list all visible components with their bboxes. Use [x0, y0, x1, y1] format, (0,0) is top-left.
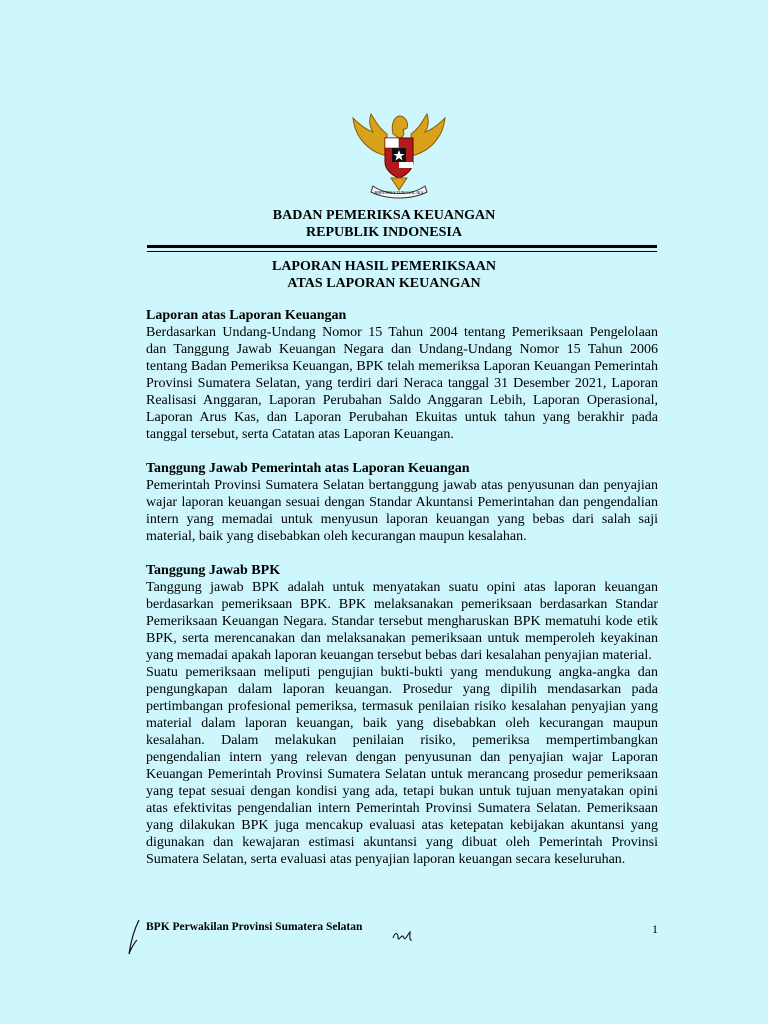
footer-office: BPK Perwakilan Provinsi Sumatera Selatan	[146, 921, 363, 933]
section-heading: Tanggung Jawab Pemerintah atas Laporan Keuangan	[146, 461, 470, 476]
document-title-line2: ATAS LAPORAN KEUANGAN	[287, 276, 481, 291]
section-heading: Laporan atas Laporan Keuangan	[146, 308, 347, 323]
institution-line2: REPUBLIK INDONESIA	[306, 225, 462, 240]
document-title	[0, 258, 768, 292]
section-paragraph: Berdasarkan Undang-Undang Nomor 15 Tahun 2004 tentang Pemeriksaan Pengelolaan dan Tanggung Jawab Keuangan Negara dan Undang-Undang Nomor 15 Tahun 2006 tentang Badan Pemeriksa Keuangan, BPK telah memeriksa Laporan Keuangan Pemerintah Provinsi Sumatera Selatan, yang terdiri dari Neraca tanggal 31 Desember 2021, Laporan Realisasi Anggaran, Laporan Perubahan Saldo Anggaran Lebih, Laporan Operasional, Laporan Arus Kas, dan Laporan Perubahan Ekuitas untuk tahun yang berakhir pada tanggal tersebut, serta Catatan atas Laporan Keuangan.	[146, 325, 658, 442]
page-number: 1	[652, 922, 658, 936]
section-government-responsibility	[146, 460, 658, 545]
section-heading: Tanggung Jawab BPK	[146, 563, 281, 578]
institution-line1: BADAN PEMERIKSA KEUANGAN	[272, 208, 496, 223]
header-divider-thin	[147, 251, 657, 252]
header-divider-thick	[147, 245, 657, 248]
section-bpk-responsibility	[146, 562, 658, 868]
section-report-on-financial-statements	[146, 307, 658, 443]
garuda-emblem-icon	[347, 104, 451, 202]
section-paragraph: Pemerintah Provinsi Sumatera Selatan bertanggung jawab atas penyusunan dan penyajian wajar laporan keuangan sesuai dengan Standar Akuntansi Pemerintahan dan pengendalian intern yang memadai untuk menyusun laporan keuangan yang bebas dari salah saji material, baik yang disebabkan oleh kecurangan maupun kesalahan.	[146, 478, 658, 544]
institution-name	[0, 207, 768, 241]
svg-text:BHINNEKA TUNGGAL IKA: BHINNEKA TUNGGAL IKA	[374, 190, 424, 195]
document-body	[146, 307, 658, 885]
section-paragraph: Suatu pemeriksaan meliputi pengujian bukti-bukti yang mendukung angka-angka dan pengungkapan dalam laporan keuangan. Prosedur yang dipilih mendasarkan pada pertimbangan profesional pemeriksa, termasuk penilaian risiko kesalahan penyajian yang material dalam laporan keuangan, baik yang disebabkan oleh kecurangan maupun kesalahan. Dalam melakukan penilaian risiko, pemeriksa mempertimbangkan pengendalian intern yang relevan dengan penyusunan dan penyajian wajar Laporan Keuangan Pemerintah Provinsi Sumatera Selatan untuk merancang prosedur pemeriksaan yang tepat sesuai dengan kondisi yang ada, tetapi bukan untuk tujuan menyatakan opini atas efektivitas pengendalian intern Pemerintah Provinsi Sumatera Selatan. Pemeriksaan yang dilakukan BPK juga mencakup evaluasi atas ketepatan kebijakan akuntansi yang digunakan dan kewajaran estimasi akuntansi yang dibuat oleh Pemerintah Provinsi Sumatera Selatan, serta evaluasi atas penyajian laporan keuangan secara keseluruhan.	[146, 665, 658, 867]
document-title-line1: LAPORAN HASIL PEMERIKSAAN	[271, 259, 497, 274]
initial-signature-mark	[125, 918, 147, 958]
section-paragraph: Tanggung jawab BPK adalah untuk menyatakan suatu opini atas laporan keuangan berdasarkan pemeriksaan BPK. BPK melaksanakan pemeriksaan berdasarkan Standar Pemeriksaan Keuangan Negara. Standar tersebut mengharuskan BPK mematuhi kode etik BPK, serta merencanakan dan melaksanakan pemeriksaan untuk memperoleh keyakinan yang memadai apakah laporan keuangan tersebut bebas dari kesalahan penyajian material.	[146, 580, 658, 663]
